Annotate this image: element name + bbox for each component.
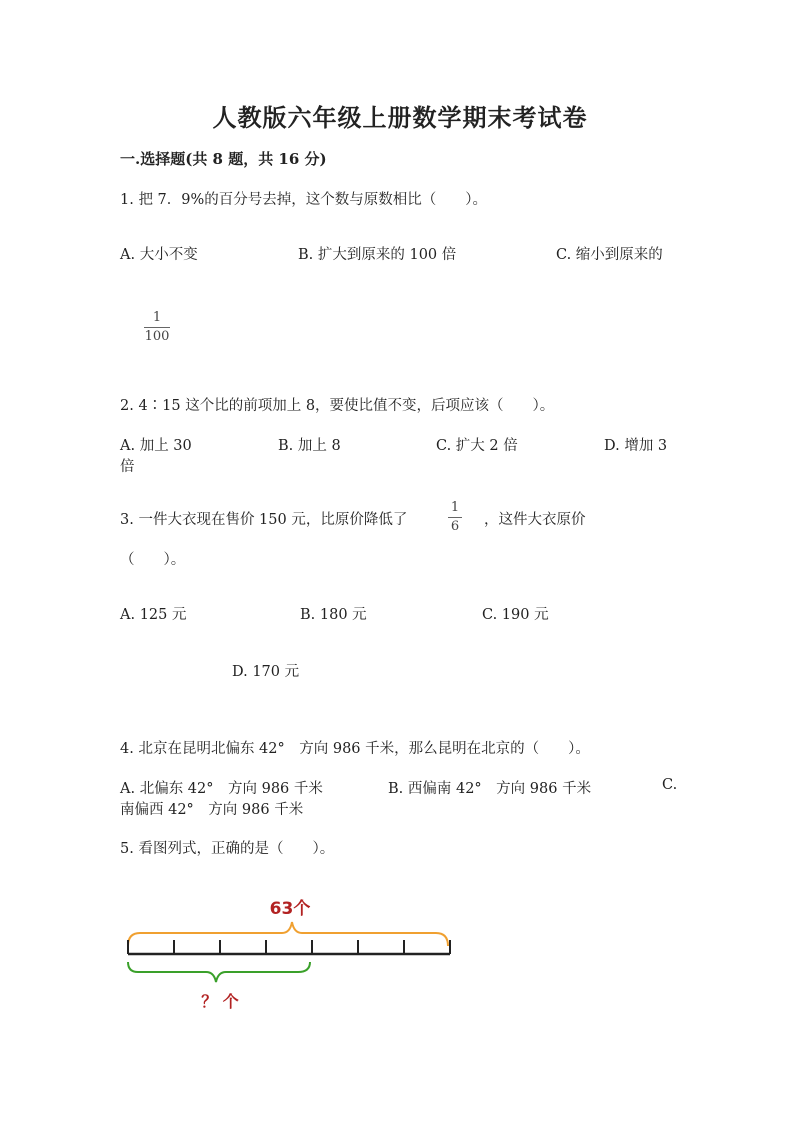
question-stem: 5. 看图列式，正确的是（ ）。 [120, 841, 335, 857]
tick-marks [128, 940, 450, 954]
answer-blank: （ ）。 [120, 552, 186, 568]
option-d: D. 增加 3 [604, 438, 668, 454]
page-title: 人教版六年级上册数学期末考试卷 [212, 103, 588, 132]
fraction-bar [448, 517, 462, 518]
part-label: ？ 个 [201, 992, 239, 1011]
fraction-one-hundredth [144, 310, 170, 345]
top-brace [128, 922, 448, 946]
question-stem: 2. 4∶15 这个比的前项加上 8，要使比值不变，后项应该（ ）。 [120, 398, 555, 414]
fraction-numerator: 1 [152, 310, 162, 325]
option-a: A. 125 元 [120, 607, 187, 623]
option-d-continued: 倍 [120, 459, 135, 475]
option-b: B. 加上 8 [278, 438, 341, 454]
option-a: A. 大小不变 [120, 247, 198, 263]
fraction-one-sixth [448, 500, 462, 535]
bottom-brace [128, 962, 310, 982]
option-a: A. 加上 30 [120, 438, 192, 454]
option-c: C. 缩小到原来的 [556, 247, 663, 263]
option-a: A. 北偏东 42° 方向 986 千米 [120, 781, 323, 797]
option-c: C. 扩大 2 倍 [436, 438, 518, 454]
option-c-continued: 南偏西 42° 方向 986 千米 [120, 802, 304, 818]
option-c: C. 190 元 [482, 607, 549, 623]
fraction-denominator: 100 [144, 329, 170, 344]
option-b: B. 扩大到原来的 100 倍 [298, 247, 457, 263]
option-d: D. 170 元 [232, 664, 300, 680]
fraction-denominator: 6 [450, 519, 460, 534]
option-b: B. 西偏南 42° 方向 986 千米 [388, 781, 592, 797]
question-stem: 1. 把 7．9%的百分号去掉，这个数与原数相比（ ）。 [120, 192, 488, 208]
fraction-numerator: 1 [450, 500, 460, 515]
question-stem-continued: ，这件大衣原价 [484, 512, 586, 528]
segment-diagram [118, 890, 463, 1020]
option-c: C. [662, 777, 678, 793]
question-stem: 3. 一件大衣现在售价 150 元，比原价降低了 [120, 512, 408, 528]
total-label: 63个 [269, 899, 311, 919]
question-stem: 4. 北京在昆明北偏东 42° 方向 986 千米，那么昆明在北京的（ ）。 [120, 741, 590, 757]
option-b: B. 180 元 [300, 607, 367, 623]
section-heading: 一.选择题(共 8 题，共 16 分) [120, 150, 327, 168]
fraction-bar [144, 327, 170, 328]
